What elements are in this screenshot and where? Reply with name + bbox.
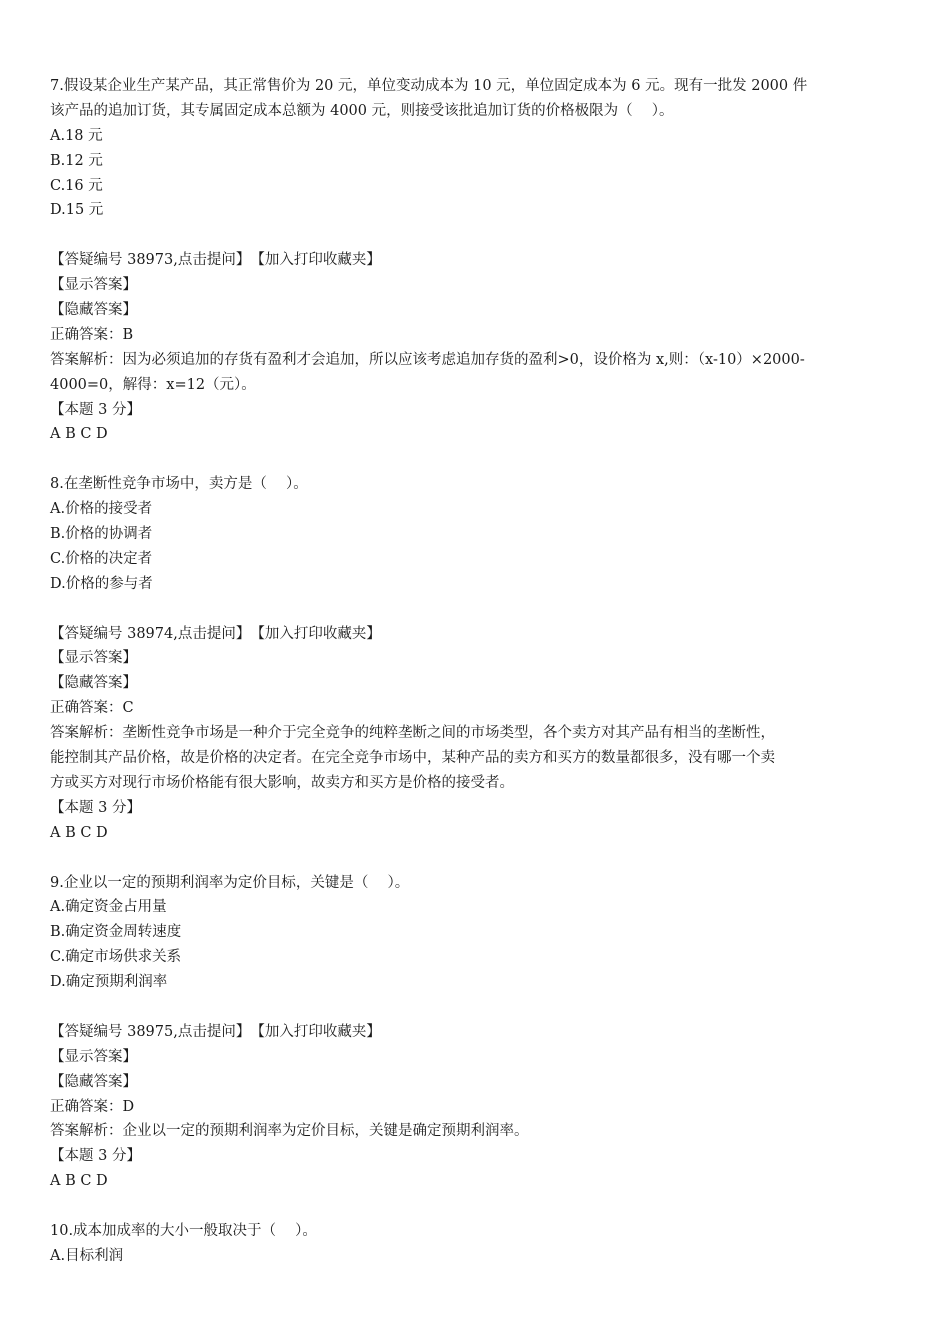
option-a: A.价格的接受者 <box>50 501 153 518</box>
document-page <box>50 74 905 1269</box>
spacer <box>50 597 905 622</box>
option-a: A.确定资金占用量 <box>50 899 167 916</box>
question-stem: 8.在垄断性竞争市场中，卖方是（ ）。 <box>50 476 308 493</box>
option-a: A.目标利润 <box>50 1247 124 1264</box>
answer-analysis: 答案解析：因为必须追加的存货有盈利才会追加，所以应该考虑追加存货的盈利>0，设价格为 x,则：（x-10）×2000- <box>50 351 805 368</box>
correct-answer: 正确答案：B <box>50 326 134 343</box>
qa-actions-link[interactable]: 【答疑编号 38973,点击提问】 【加入打印收藏夹】 <box>50 252 381 269</box>
show-answer-link[interactable]: 【显示答案】 <box>50 277 137 294</box>
choice-letters[interactable]: A B C D <box>50 824 108 841</box>
score-label: 【本题 3 分】 <box>50 1148 141 1165</box>
spacer <box>50 995 905 1020</box>
spacer <box>50 846 905 871</box>
hide-answer-link[interactable]: 【隐藏答案】 <box>50 1073 137 1090</box>
question-stem: 7.假设某企业生产某产品，其正常售价为 20 元，单位变动成本为 10 元，单位固定成本为 6 元。现有一批发 2000 件 <box>50 78 808 94</box>
show-answer-link[interactable]: 【显示答案】 <box>50 650 137 667</box>
option-d: D.确定预期利润率 <box>50 974 168 991</box>
qa-actions-link[interactable]: 【答疑编号 38974,点击提问】 【加入打印收藏夹】 <box>50 625 381 642</box>
option-a: A.18 元 <box>50 127 103 144</box>
choice-letters[interactable]: A B C D <box>50 426 108 443</box>
option-c: C.价格的决定者 <box>50 550 153 567</box>
question-stem: 10.成本加成率的大小一般取决于（ ）。 <box>50 1222 317 1239</box>
answer-analysis: 答案解析：企业以一定的预期利润率为定价目标，关键是确定预期利润率。 <box>50 1123 529 1140</box>
hide-answer-link[interactable]: 【隐藏答案】 <box>50 675 137 692</box>
question-stem: 9.企业以一定的预期利润率为定价目标，关键是（ ）。 <box>50 874 410 891</box>
score-label: 【本题 3 分】 <box>50 799 141 816</box>
correct-answer: 正确答案：D <box>50 1098 135 1115</box>
question-8 <box>50 472 905 870</box>
choice-letters[interactable]: A B C D <box>50 1173 108 1190</box>
qa-actions-link[interactable]: 【答疑编号 38975,点击提问】 【加入打印收藏夹】 <box>50 1023 381 1040</box>
hide-answer-link[interactable]: 【隐藏答案】 <box>50 302 137 319</box>
question-stem: 该产品的追加订货，其专属固定成本总额为 4000 元，则接受该批追加订货的价格极限为（ ）。 <box>50 102 674 119</box>
question-7 <box>50 74 905 472</box>
option-b: B.确定资金周转速度 <box>50 924 182 941</box>
answer-analysis: 能控制其产品价格，故是价格的决定者。在完全竞争市场中，某种产品的卖方和买方的数量都很多，没有哪一个卖 <box>50 750 775 767</box>
show-answer-link[interactable]: 【显示答案】 <box>50 1048 137 1065</box>
option-b: B.12 元 <box>50 152 103 169</box>
correct-answer: 正确答案：C <box>50 700 134 717</box>
question-10 <box>50 1219 905 1269</box>
answer-analysis: 方或买方对现行市场价格能有很大影响，故卖方和买方是价格的接受者。 <box>50 774 514 791</box>
question-9 <box>50 871 905 1219</box>
option-b: B.价格的协调者 <box>50 526 153 543</box>
score-label: 【本题 3 分】 <box>50 401 141 418</box>
spacer <box>50 223 905 248</box>
spacer <box>50 1194 905 1219</box>
option-d: D.15 元 <box>50 202 104 219</box>
answer-analysis: 答案解析：垄断性竞争市场是一种介于完全竞争的纯粹垄断之间的市场类型，各个卖方对其产品有相当的垄断性， <box>50 725 775 742</box>
spacer <box>50 447 905 472</box>
option-c: C.16 元 <box>50 177 103 194</box>
option-d: D.价格的参与者 <box>50 575 153 592</box>
answer-analysis: 4000=0，解得：x=12（元）。 <box>50 376 256 393</box>
option-c: C.确定市场供求关系 <box>50 949 182 966</box>
